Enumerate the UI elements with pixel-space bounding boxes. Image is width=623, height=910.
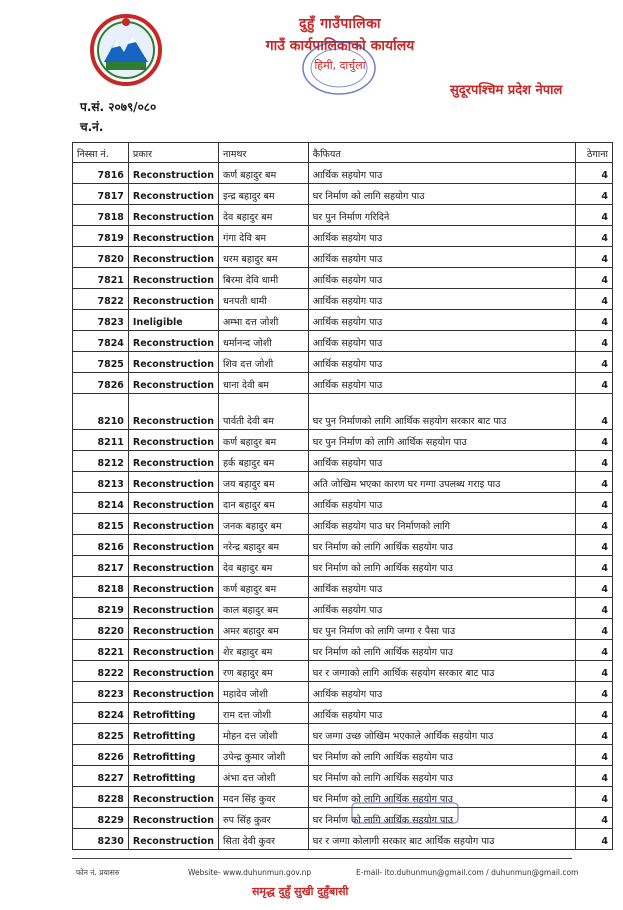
cell-remark: अति जोखिम भएका कारण घर गग्गा उपलब्ध गराइ पाउ — [308, 472, 575, 493]
cell-remark: घर निर्माण को लागि आर्थिक सहयोग पाउ — [308, 745, 575, 766]
header-remark: कैफियत — [308, 143, 575, 163]
cell-type: Reconstruction — [128, 577, 218, 598]
cell-remark: घर निर्माण को लागि सहयोग पाउ — [308, 184, 575, 205]
cell-name: अमर बहादुर बम — [218, 619, 308, 640]
cell-receipt-no: 7817 — [73, 184, 129, 205]
cell-type: Reconstruction — [128, 493, 218, 514]
cell-name: रण बहादुर बम — [218, 661, 308, 682]
table-row — [73, 682, 613, 703]
cell-address: 4 — [576, 451, 613, 472]
cell-receipt-no: 8210 — [73, 394, 129, 430]
cell-remark: आर्थिक सहयोग पाउ — [308, 163, 575, 184]
cell-receipt-no: 7816 — [73, 163, 129, 184]
table-row — [73, 289, 613, 310]
cell-receipt-no: 8226 — [73, 745, 129, 766]
office-location: हिमी, दार्चुला — [314, 59, 366, 72]
cell-type: Reconstruction — [128, 331, 218, 352]
table-row — [73, 451, 613, 472]
municipality-name: दुहुँ गाउँपालिका — [299, 16, 381, 32]
cell-name: देव बहादुर बम — [218, 556, 308, 577]
cell-address: 4 — [576, 205, 613, 226]
cell-address: 4 — [576, 184, 613, 205]
cell-type: Ineligible — [128, 310, 218, 331]
cell-type: Retrofitting — [128, 766, 218, 787]
cell-address: 4 — [576, 268, 613, 289]
cell-remark: घर निर्माण को लागि आर्थिक सहयोग पाउ — [308, 787, 575, 808]
cell-receipt-no: 8229 — [73, 808, 129, 829]
cell-name: बिरमा देवि धामी — [218, 268, 308, 289]
cell-type: Reconstruction — [128, 163, 218, 184]
cell-type: Reconstruction — [128, 352, 218, 373]
table-row — [73, 808, 613, 829]
cell-type: Reconstruction — [128, 787, 218, 808]
cell-remark: घर निर्माण को लागि आर्थिक सहयोग पाउ — [308, 640, 575, 661]
cell-receipt-no: 8219 — [73, 598, 129, 619]
cell-type: Reconstruction — [128, 829, 218, 850]
cell-name: देव बहादुर बम — [218, 205, 308, 226]
cell-remark: आर्थिक सहयोग पाउ — [308, 226, 575, 247]
header-receipt-no: निस्सा नं. — [73, 143, 129, 163]
cell-address: 4 — [576, 247, 613, 268]
cell-type: Reconstruction — [128, 556, 218, 577]
table-row — [73, 430, 613, 451]
cell-address: 4 — [576, 430, 613, 451]
cell-address: 4 — [576, 289, 613, 310]
table-row — [73, 577, 613, 598]
table-row — [73, 556, 613, 577]
cell-name: इन्द्र बहादुर बम — [218, 184, 308, 205]
table-row — [73, 331, 613, 352]
cell-receipt-no: 7822 — [73, 289, 129, 310]
cell-remark: घर पुन निर्माण गरिदिने — [308, 205, 575, 226]
cell-type: Reconstruction — [128, 268, 218, 289]
cell-name: धर्मानन्द जोशी — [218, 331, 308, 352]
table-row — [73, 352, 613, 373]
cell-name: कर्ण बहादुर बम — [218, 430, 308, 451]
cell-remark: आर्थिक सहयोग पाउ — [308, 352, 575, 373]
cell-address: 4 — [576, 766, 613, 787]
cell-remark: घर जग्गा उच्छ जोखिम भएकाले आर्थिक सहयोग पाउ — [308, 724, 575, 745]
cell-name: रुप सिंह कुवर — [218, 808, 308, 829]
cell-address: 4 — [576, 808, 613, 829]
cell-remark: घर निर्माण को लागि आर्थिक सहयोग पाउ — [308, 535, 575, 556]
cell-remark: आर्थिक सहयोग पाउ — [308, 289, 575, 310]
cell-receipt-no: 7819 — [73, 226, 129, 247]
cell-name: मोहन दत्त जोशी — [218, 724, 308, 745]
reference-number: प.सं. २०७९/०८० — [80, 100, 157, 114]
cell-name: धरम बहादुर बम — [218, 247, 308, 268]
cell-name: कर्ण बहादुर बम — [218, 163, 308, 184]
cell-remark: घर र जग्गा कोलागी सरकार बाट आर्थिक सहयोग पाउ — [308, 829, 575, 850]
cell-name: जय बहादुर बम — [218, 472, 308, 493]
cell-name: गंगा देवि बम — [218, 226, 308, 247]
cell-remark: आर्थिक सहयोग पाउ — [308, 310, 575, 331]
cell-address: 4 — [576, 163, 613, 184]
cell-name: राम दत्त जोशी — [218, 703, 308, 724]
cell-name: शेर बहादुर बम — [218, 640, 308, 661]
cell-name: दान बहादुर बम — [218, 493, 308, 514]
cell-receipt-no: 7820 — [73, 247, 129, 268]
cell-address: 4 — [576, 598, 613, 619]
table-row — [73, 787, 613, 808]
table-row — [73, 163, 613, 184]
table-row — [73, 493, 613, 514]
cell-remark: आर्थिक सहयोग पाउ — [308, 268, 575, 289]
table-row — [73, 619, 613, 640]
cell-receipt-no: 8215 — [73, 514, 129, 535]
table-row — [73, 226, 613, 247]
cell-receipt-no: 8220 — [73, 619, 129, 640]
cell-address: 4 — [576, 703, 613, 724]
footer-divider — [72, 858, 572, 859]
table-row — [73, 205, 613, 226]
table-row — [73, 268, 613, 289]
cell-remark: आर्थिक सहयोग पाउ — [308, 373, 575, 394]
cell-receipt-no: 8213 — [73, 472, 129, 493]
cell-receipt-no: 7823 — [73, 310, 129, 331]
header-name: नामथर — [218, 143, 308, 163]
cell-remark: घर निर्माण को लागि आर्थिक सहयोग पाउ — [308, 556, 575, 577]
cell-remark: आर्थिक सहयोग पाउ — [308, 598, 575, 619]
cell-address: 4 — [576, 661, 613, 682]
cell-address: 4 — [576, 787, 613, 808]
cell-type: Reconstruction — [128, 430, 218, 451]
table-row — [73, 514, 613, 535]
cell-address: 4 — [576, 331, 613, 352]
cell-name: धनपती धामी — [218, 289, 308, 310]
cell-type: Reconstruction — [128, 184, 218, 205]
cell-remark: घर पुन निर्माण को लागि आर्थिक सहयोग पाउ — [308, 430, 575, 451]
cell-type: Reconstruction — [128, 289, 218, 310]
table-row — [73, 724, 613, 745]
cell-receipt-no: 7826 — [73, 373, 129, 394]
cell-receipt-no: 7818 — [73, 205, 129, 226]
table-row — [73, 766, 613, 787]
cell-remark: आर्थिक सहयोग पाउ — [308, 451, 575, 472]
cell-receipt-no: 8212 — [73, 451, 129, 472]
signature-stamp-icon — [350, 800, 460, 826]
cell-remark: घर निर्माण को लागि आर्थिक सहयोग पाउ — [308, 766, 575, 787]
cell-receipt-no: 8221 — [73, 640, 129, 661]
cell-type: Reconstruction — [128, 373, 218, 394]
cell-remark: आर्थिक सहयोग पाउ — [308, 331, 575, 352]
cell-remark: आर्थिक सहयोग पाउ — [308, 247, 575, 268]
cell-type: Reconstruction — [128, 394, 218, 430]
cell-name: पार्वती देवी बम — [218, 394, 308, 430]
cell-type: Reconstruction — [128, 640, 218, 661]
office-name: गाउँ कार्यपालिकाको कार्यालय — [265, 38, 415, 54]
cell-name: अंभा दत्त जोशी — [218, 766, 308, 787]
cell-receipt-no: 8222 — [73, 661, 129, 682]
footer-website: Website- www.duhunmun.gov.np — [188, 868, 312, 877]
cell-type: Reconstruction — [128, 808, 218, 829]
cell-type: Reconstruction — [128, 451, 218, 472]
table-row — [73, 394, 613, 430]
cell-address: 4 — [576, 472, 613, 493]
footer-phone: फोन नं. प्रयासरु — [76, 868, 120, 877]
table-row — [73, 661, 613, 682]
cell-type: Retrofitting — [128, 745, 218, 766]
cell-type: Reconstruction — [128, 205, 218, 226]
cell-address: 4 — [576, 394, 613, 430]
cell-receipt-no: 8228 — [73, 787, 129, 808]
cell-receipt-no: 8223 — [73, 682, 129, 703]
cell-receipt-no: 7825 — [73, 352, 129, 373]
cell-name: नरेन्द्र बहादुर बम — [218, 535, 308, 556]
header-type: प्रकार — [128, 143, 218, 163]
cell-address: 4 — [576, 535, 613, 556]
cell-name: उपेन्द्र कुमार जोशी — [218, 745, 308, 766]
nepal-emblem-icon — [86, 12, 166, 88]
table-row — [73, 535, 613, 556]
cell-receipt-no: 8216 — [73, 535, 129, 556]
cell-name: कर्ण बहादुर बम — [218, 577, 308, 598]
cell-address: 4 — [576, 682, 613, 703]
cell-name: धाना देवी बम — [218, 373, 308, 394]
cell-type: Reconstruction — [128, 535, 218, 556]
cell-receipt-no: 8211 — [73, 430, 129, 451]
cell-receipt-no: 8217 — [73, 556, 129, 577]
cell-remark: घर निर्माण को लागि आर्थिक सहयोग पाउ — [308, 808, 575, 829]
cell-name: काल बहादुर बम — [218, 598, 308, 619]
footer-motto: समृद्ध दुहुँ सुखी दुहुँबासी — [252, 885, 349, 898]
cell-type: Reconstruction — [128, 682, 218, 703]
table-row — [73, 598, 613, 619]
cell-remark: आर्थिक सहयोग पाउ घर निर्माणको लागि — [308, 514, 575, 535]
table-row — [73, 640, 613, 661]
cell-receipt-no: 8214 — [73, 493, 129, 514]
table-row — [73, 703, 613, 724]
cell-receipt-no: 8218 — [73, 577, 129, 598]
cell-receipt-no: 8224 — [73, 703, 129, 724]
cell-type: Retrofitting — [128, 703, 218, 724]
header-address: ठेगाना — [576, 143, 613, 163]
cell-remark: आर्थिक सहयोग पाउ — [308, 682, 575, 703]
cell-type: Reconstruction — [128, 661, 218, 682]
cell-address: 4 — [576, 745, 613, 766]
cell-name: शिव दत्त जोशी — [218, 352, 308, 373]
table-row — [73, 184, 613, 205]
cell-type: Reconstruction — [128, 619, 218, 640]
cell-name: सिता देवी कुवर — [218, 829, 308, 850]
cell-address: 4 — [576, 310, 613, 331]
cell-address: 4 — [576, 724, 613, 745]
table-row — [73, 373, 613, 394]
table-row — [73, 247, 613, 268]
cell-address: 4 — [576, 373, 613, 394]
cell-remark: आर्थिक सहयोग पाउ — [308, 577, 575, 598]
beneficiary-table — [72, 142, 613, 850]
cell-remark: घर पुन निर्माणको लागि आर्थिक सहयोग सरकार बाट पाउ — [308, 394, 575, 430]
cell-address: 4 — [576, 226, 613, 247]
table-row — [73, 310, 613, 331]
cell-address: 4 — [576, 829, 613, 850]
cell-name: अम्भा दत्त जोशी — [218, 310, 308, 331]
cell-remark: आर्थिक सहयोग पाउ — [308, 703, 575, 724]
cell-name: मदन सिंह कुवर — [218, 787, 308, 808]
cell-address: 4 — [576, 493, 613, 514]
cell-type: Retrofitting — [128, 724, 218, 745]
cell-address: 4 — [576, 556, 613, 577]
cell-name: जनक बहादुर बम — [218, 514, 308, 535]
table-row — [73, 829, 613, 850]
cell-type: Reconstruction — [128, 598, 218, 619]
cell-name: हर्क बहादुर बम — [218, 451, 308, 472]
cell-address: 4 — [576, 352, 613, 373]
cell-address: 4 — [576, 514, 613, 535]
office-stamp-icon — [300, 38, 378, 98]
cell-remark: घर र जग्गाको लागि आर्थिक सहयोग सरकार बाट पाउ — [308, 661, 575, 682]
cell-type: Reconstruction — [128, 472, 218, 493]
cell-receipt-no: 8225 — [73, 724, 129, 745]
cell-receipt-no: 8230 — [73, 829, 129, 850]
cell-address: 4 — [576, 619, 613, 640]
table-row — [73, 472, 613, 493]
table-row — [73, 745, 613, 766]
footer-email: E-mail- ito.duhunmun@gmail.com / duhunmun@gmail.com — [356, 868, 579, 877]
table-header-row — [73, 143, 613, 163]
cell-receipt-no: 8227 — [73, 766, 129, 787]
dispatch-number: च.नं. — [80, 120, 104, 134]
cell-address: 4 — [576, 577, 613, 598]
cell-type: Reconstruction — [128, 247, 218, 268]
cell-remark: आर्थिक सहयोग पाउ — [308, 493, 575, 514]
cell-remark: घर पुन निर्माण को लागि जग्गा र पैसा पाउ — [308, 619, 575, 640]
cell-receipt-no: 7821 — [73, 268, 129, 289]
cell-type: Reconstruction — [128, 514, 218, 535]
cell-address: 4 — [576, 640, 613, 661]
cell-name: महादेव जोशी — [218, 682, 308, 703]
cell-receipt-no: 7824 — [73, 331, 129, 352]
cell-type: Reconstruction — [128, 226, 218, 247]
province-name: सुदूरपश्चिम प्रदेश नेपाल — [450, 83, 563, 98]
